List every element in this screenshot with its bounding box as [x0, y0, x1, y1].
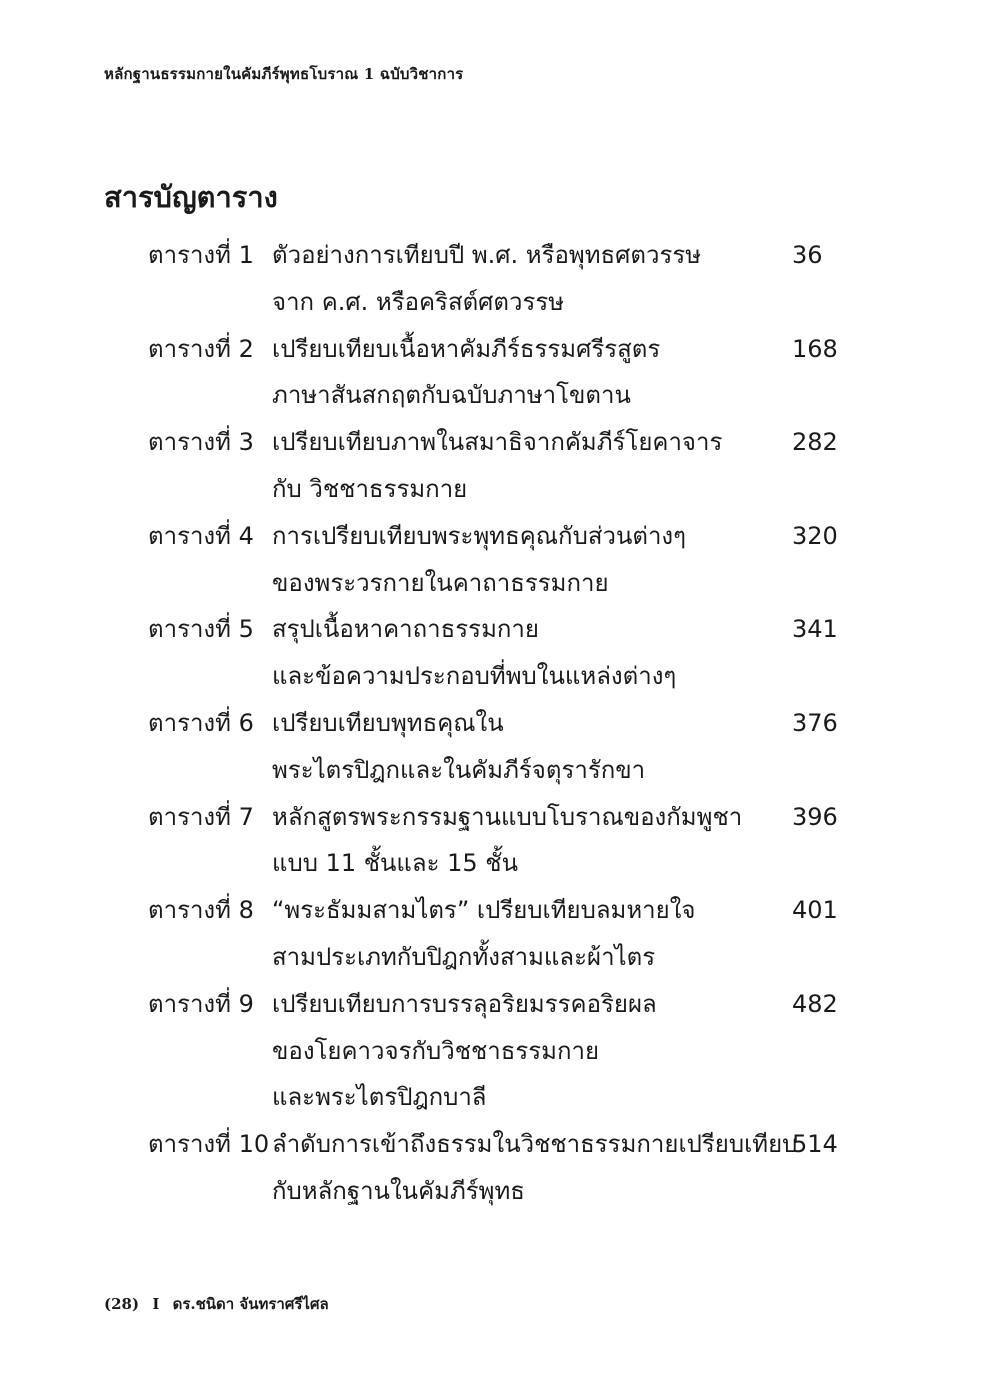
toc-entry-line	[148, 700, 848, 747]
toc-entry-label: ตารางที่ 6	[148, 708, 254, 737]
toc-entry-page-number: 341	[792, 615, 838, 644]
toc-entry-title: และพระไตรปิฎกบาลี	[272, 1083, 487, 1112]
toc-entry-line	[148, 1028, 848, 1075]
footer-author: ดร.ชนิดา จันทราศรีไศล	[172, 1295, 329, 1313]
toc-entry-line	[148, 232, 848, 279]
toc-entry-line	[148, 981, 848, 1028]
toc-entry-title: ลำดับการเข้าถึงธรรมในวิชชาธรรมกายเปรียบเทียบ	[272, 1130, 798, 1159]
toc-entry-page-number: 396	[792, 802, 838, 831]
toc-entry-title: หลักสูตรพระกรรมฐานแบบโบราณของกัมพูชา	[272, 802, 743, 831]
toc-entry-title: เปรียบเทียบการบรรลุอริยมรรคอริยผล	[272, 989, 657, 1018]
toc-entry-label: ตารางที่ 10	[148, 1130, 270, 1159]
toc-entry	[148, 1121, 848, 1215]
toc-entry-line	[148, 747, 848, 794]
table-of-tables	[148, 232, 848, 1215]
toc-entry-title: “พระธัมมสามไตร” เปรียบเทียบลมหายใจ	[272, 896, 696, 925]
toc-entry-title: จาก ค.ศ. หรือคริสต์ศตวรรษ	[272, 287, 565, 316]
toc-entry-line	[148, 279, 848, 326]
toc-entry	[148, 981, 848, 1121]
toc-entry-title: เปรียบเทียบเนื้อหาคัมภีร์ธรรมศรีรสูตร	[272, 334, 661, 363]
toc-entry-line	[148, 513, 848, 560]
toc-entry-title: ของโยคาวจรกับวิชชาธรรมกาย	[272, 1036, 600, 1065]
toc-entry-line	[148, 466, 848, 513]
toc-entry-title: และข้อความประกอบที่พบในแหล่งต่างๆ	[272, 662, 677, 691]
toc-entry-line	[148, 653, 848, 700]
toc-entry	[148, 326, 848, 420]
toc-entry	[148, 232, 848, 326]
toc-entry-label: ตารางที่ 8	[148, 896, 254, 925]
toc-entry-title: การเปรียบเทียบพระพุทธคุณกับส่วนต่างๆ	[272, 521, 687, 550]
section-title: สารบัญตาราง	[104, 180, 278, 214]
toc-entry-label: ตารางที่ 9	[148, 989, 254, 1018]
toc-entry-line	[148, 887, 848, 934]
toc-entry-title: ตัวอย่างการเทียบปี พ.ศ. หรือพุทธศตวรรษ	[272, 241, 702, 269]
toc-entry-title: สรุปเนื้อหาคาถาธรรมกาย	[272, 615, 539, 644]
toc-entry-line	[148, 794, 848, 841]
toc-entry-label: ตารางที่ 2	[148, 334, 254, 363]
running-header: หลักฐานธรรมกายในคัมภีร์พุทธโบราณ 1 ฉบับวิชาการ	[104, 65, 464, 83]
toc-entry-line	[148, 326, 848, 373]
toc-entry-label: ตารางที่ 5	[148, 615, 254, 644]
toc-entry-label: ตารางที่ 1	[148, 241, 254, 269]
toc-entry	[148, 513, 848, 607]
toc-entry-line	[148, 419, 848, 466]
toc-entry-label: ตารางที่ 3	[148, 428, 254, 457]
toc-entry-title: เปรียบเทียบพุทธคุณใน	[272, 708, 504, 737]
toc-entry-page-number: 514	[792, 1130, 838, 1159]
toc-entry-title: กับหลักฐานในคัมภีร์พุทธ	[272, 1176, 525, 1205]
toc-entry	[148, 606, 848, 700]
toc-entry-line	[148, 934, 848, 981]
toc-entry-title: กับ วิชชาธรรมกาย	[272, 474, 468, 503]
toc-entry	[148, 419, 848, 513]
toc-entry-line	[148, 1121, 848, 1168]
toc-entry-line	[148, 1168, 848, 1215]
page-footer	[104, 1292, 329, 1316]
toc-entry-title: สามประเภทกับปิฎกทั้งสามและผ้าไตร	[272, 942, 656, 971]
toc-entry-title: ของพระวรกายในคาถาธรรมกาย	[272, 568, 609, 597]
toc-entry-page-number: 401	[792, 896, 838, 925]
toc-entry-line	[148, 560, 848, 607]
toc-entry-title: พระไตรปิฎกและในคัมภีร์จตุรารักขา	[272, 755, 646, 784]
toc-entry-page-number: 376	[792, 708, 838, 737]
toc-entry-page-number: 482	[792, 989, 838, 1018]
toc-entry	[148, 700, 848, 794]
toc-entry	[148, 794, 848, 888]
toc-entry	[148, 887, 848, 981]
toc-entry-line	[148, 1074, 848, 1121]
toc-entry-page-number: 36	[792, 241, 823, 269]
toc-entry-page-number: 168	[792, 334, 838, 363]
toc-entry-title: แบบ 11 ชั้นและ 15 ชั้น	[272, 849, 518, 878]
toc-entry-label: ตารางที่ 7	[148, 802, 254, 831]
toc-entry-page-number: 282	[792, 428, 838, 457]
toc-entry-line	[148, 840, 848, 887]
footer-separator: I	[152, 1295, 160, 1313]
toc-entry-title: เปรียบเทียบภาพในสมาธิจากคัมภีร์โยคาจาร	[272, 428, 723, 457]
toc-entry-title: ภาษาสันสกฤตกับฉบับภาษาโขตาน	[272, 381, 631, 410]
toc-entry-label: ตารางที่ 4	[148, 521, 254, 550]
toc-entry-page-number: 320	[792, 521, 838, 550]
footer-page-number: (28)	[104, 1295, 140, 1313]
toc-entry-line	[148, 606, 848, 653]
toc-entry-line	[148, 372, 848, 419]
